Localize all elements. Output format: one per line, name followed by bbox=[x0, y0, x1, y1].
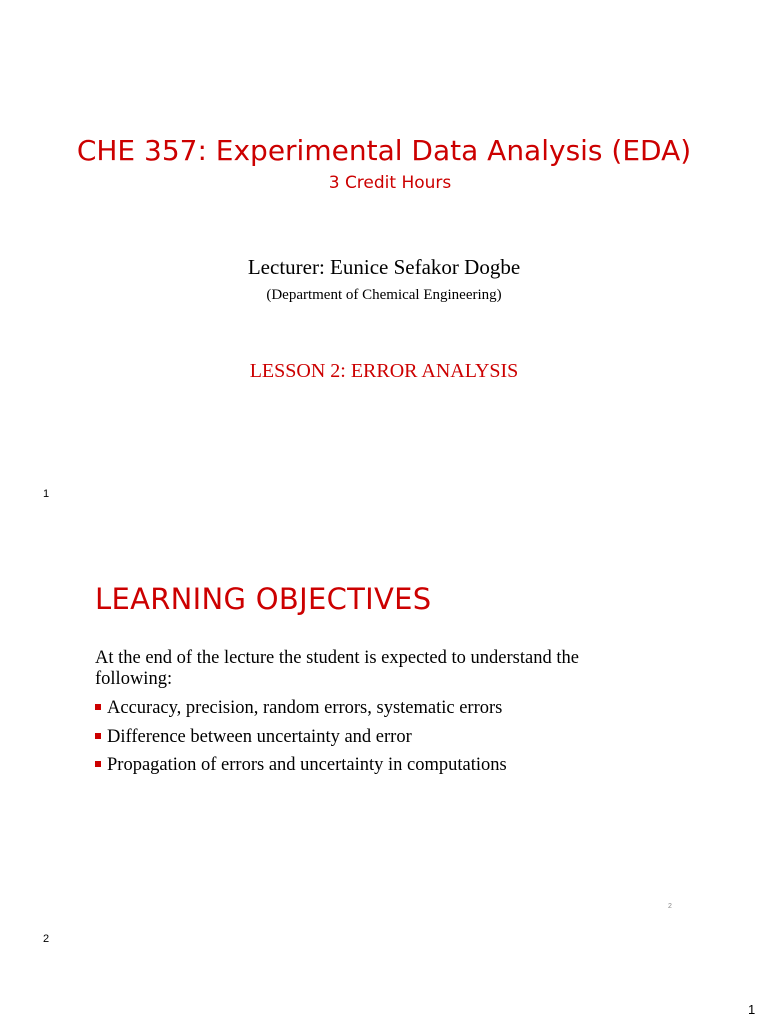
course-title: CHE 357: Experimental Data Analysis (EDA) bbox=[76, 134, 692, 167]
objectives-intro: At the end of the lecture the student is expected to understand the following: bbox=[95, 648, 579, 689]
list-item bbox=[95, 698, 507, 727]
page-number: 1 bbox=[748, 1002, 756, 1017]
bullet-square-icon bbox=[95, 761, 101, 767]
objectives-list bbox=[95, 698, 507, 784]
list-item bbox=[95, 755, 507, 784]
bullet-text: Propagation of errors and uncertainty in computations bbox=[107, 755, 507, 775]
bullet-square-icon bbox=[95, 704, 101, 710]
slide-number-2: 2 bbox=[43, 933, 50, 945]
credit-hours: 3 Credit Hours bbox=[328, 173, 452, 193]
bullet-text: Accuracy, precision, random errors, systematic errors bbox=[107, 698, 503, 718]
slide-number-1: 1 bbox=[43, 488, 50, 500]
department: (Department of Chemical Engineering) bbox=[266, 287, 502, 303]
lesson-title: LESSON 2: ERROR ANALYSIS bbox=[249, 360, 519, 382]
bullet-square-icon bbox=[95, 733, 101, 739]
learning-objectives-title: LEARNING OBJECTIVES bbox=[95, 582, 432, 616]
bullet-text: Difference between uncertainty and error bbox=[107, 726, 412, 747]
inner-slide-number: 2 bbox=[668, 903, 672, 910]
list-item bbox=[95, 727, 507, 756]
lecturer-name: Lecturer: Eunice Sefakor Dogbe bbox=[247, 255, 521, 279]
